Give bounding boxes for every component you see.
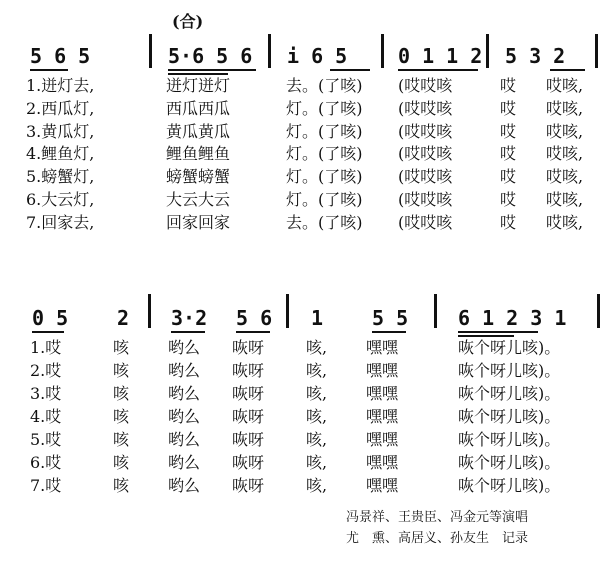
measure-notes: 5 6 5 [30,44,91,68]
beam-line [398,69,478,71]
lyric-cell: 咴呀 [232,453,265,472]
lyric-cell: 灯。(了咳) [286,98,363,118]
lyric-cell: 咴个呀儿咳)。 [458,407,561,426]
lyric-cell: 哟么 [168,430,201,449]
lyric-cell: (哎哎咳 [398,212,453,232]
lyric-cell: 哎 [500,144,517,164]
lyric-cell: 咳 [113,384,130,403]
lyric-cell: 灯。(了咳) [286,121,363,141]
lyric-cell: 咳, [306,338,328,357]
beam-line [458,331,538,333]
lyric-cell: 咳 [113,476,130,495]
measure-notes: 5 5 [372,306,409,330]
lyric-cell: 去。(了咳) [286,212,363,232]
lyric-cell: 5.螃蟹灯, [26,167,95,187]
lyric-cell: 哟么 [168,476,201,495]
barline [434,294,437,328]
lyric-cell: 3.哎 [30,384,62,403]
lyric-cell: 回家回家 [166,212,231,232]
lyric-cell: 嘿嘿 [366,476,399,495]
lyric-cell: 哎咳, [546,212,584,232]
lyric-cell: 哟么 [168,361,201,380]
lyric-cell: 哟么 [168,384,201,403]
measure-notes: 0 5 [32,306,69,330]
lyric-cell: 哎 [500,121,517,141]
measure-notes: 5 3 2 [505,44,566,68]
lyric-cell: 2.西瓜灯, [26,98,95,118]
measure-notes: 1 [311,306,324,330]
lyric-cell: 嘿嘿 [366,407,399,426]
lyric-cell: 哎咳, [546,121,584,141]
lyric-cell: 鲤鱼鲤鱼 [166,144,231,164]
lyric-cell: (哎哎咳 [398,167,453,187]
beam-line [32,331,64,333]
lyric-cell: 螃蟹螃蟹 [166,167,231,187]
lyric-cell: 嘿嘿 [366,338,399,357]
lyric-cell: 黄瓜黄瓜 [166,121,231,141]
lyric-cell: 哎 [500,167,517,187]
lyric-cell: 咴呀 [232,384,265,403]
measure-notes: 3·2 [171,306,208,330]
measure-notes: 6 1 2 3 1 [458,306,567,330]
lyric-cell: 3.黄瓜灯, [26,121,95,141]
lyric-cell: 哎咳, [546,167,584,187]
performer-credit: 冯景祥、王贵臣、冯金元等演唱 [346,510,529,525]
lyric-cell: 咴个呀儿咳)。 [458,453,561,472]
barline [268,34,271,68]
lyric-cell: 咴个呀儿咳)。 [458,338,561,357]
lyric-cell: 4.鲤鱼灯, [26,144,95,164]
lyric-cell: 咴呀 [232,338,265,357]
lyric-cell: 迸灯迸灯 [166,76,231,95]
lyric-cell: 1.哎 [30,338,62,357]
recorder-credit: 尤 熏、高居义、孙友生 记录 [346,531,529,546]
beam-line [168,73,228,75]
lyric-cell: 咴个呀儿咳)。 [458,384,561,403]
lyric-cell: 咴呀 [232,361,265,380]
lyric-cell: 2.哎 [30,361,62,380]
lyric-cell: (哎哎咳 [398,144,453,164]
beam-line [30,69,68,71]
lyric-cell: 咳, [306,361,328,380]
lyric-cell: 咳 [113,338,130,357]
lyric-cell: 哎咳, [546,190,584,209]
lyric-cell: 嘿嘿 [366,384,399,403]
lyric-cell: 灯。(了咳) [286,190,363,209]
lyric-cell: 咴个呀儿咳)。 [458,361,561,380]
lyric-cell: 1.迸灯去, [26,76,95,95]
lyric-cell: 4.哎 [30,407,62,426]
barline [486,34,489,68]
lyric-cell: 嘿嘿 [366,361,399,380]
lyric-cell: 哟么 [168,453,201,472]
lyric-cell: 咳, [306,476,328,495]
lyric-cell: 哎咳, [546,144,584,164]
lyric-cell: (哎哎咳 [398,98,453,118]
lyric-cell: 西瓜西瓜 [166,98,231,118]
beam-line [168,69,256,71]
lyric-cell: (哎哎咳 [398,121,453,141]
barline [286,294,289,328]
lyric-cell: 哎 [500,190,517,209]
lyric-cell: 咳, [306,407,328,426]
beam-line [372,331,406,333]
lyric-cell: 哎 [500,98,517,118]
lyric-cell: 嘿嘿 [366,453,399,472]
beam-line [458,335,514,337]
lyric-cell: 咳, [306,453,328,472]
lyric-cell: (哎哎咳 [398,190,453,209]
barline [595,34,598,68]
lyric-cell: 咳 [113,407,130,426]
beam-line [236,331,270,333]
measure-notes: 5 6 [236,306,273,330]
lyric-cell: 咴呀 [232,407,265,426]
lyric-cell: 6.大云灯, [26,190,95,209]
lyric-cell: 7.回家去, [26,212,95,232]
lyric-cell: 灯。(了咳) [286,144,363,164]
beam-line [171,331,205,333]
lyric-cell: 咴个呀儿咳)。 [458,476,561,495]
measure-notes: 2 [117,306,130,330]
lyric-cell: 哟么 [168,407,201,426]
barline [148,294,151,328]
lyric-cell: 大云大云 [166,190,231,209]
lyric-cell: 哎咳, [546,98,584,118]
lyric-cell: 咳 [113,430,130,449]
section-marker: (合) [172,12,204,31]
lyric-cell: 去。(了咳) [286,76,363,95]
lyric-cell: 咳 [113,361,130,380]
lyric-cell: 灯。(了咳) [286,167,363,187]
lyric-cell: 哎咳, [546,76,584,95]
lyric-cell: 咳 [113,453,130,472]
lyric-cell: 哎 [500,76,517,95]
barline [381,34,384,68]
beam-line [330,69,370,71]
lyric-cell: 哎 [500,212,517,232]
lyric-cell: 咴个呀儿咳)。 [458,430,561,449]
lyric-cell: 嘿嘿 [366,430,399,449]
lyric-cell: 5.哎 [30,430,62,449]
lyric-cell: 咳, [306,430,328,449]
lyric-cell: 哟么 [168,338,201,357]
lyric-cell: (哎哎咳 [398,76,453,95]
lyric-cell: 6.哎 [30,453,62,472]
measure-notes: 5·6 5 6 [168,44,253,68]
barline [149,34,152,68]
measure-notes: i 6 5 [287,44,348,68]
lyric-cell: 咳, [306,384,328,403]
lyric-cell: 7.哎 [30,476,62,495]
lyric-cell: 咴呀 [232,476,265,495]
measure-notes: 0 1 1 2 [398,44,483,68]
beam-line [550,69,585,71]
lyric-cell: 咴呀 [232,430,265,449]
barline [597,294,600,328]
